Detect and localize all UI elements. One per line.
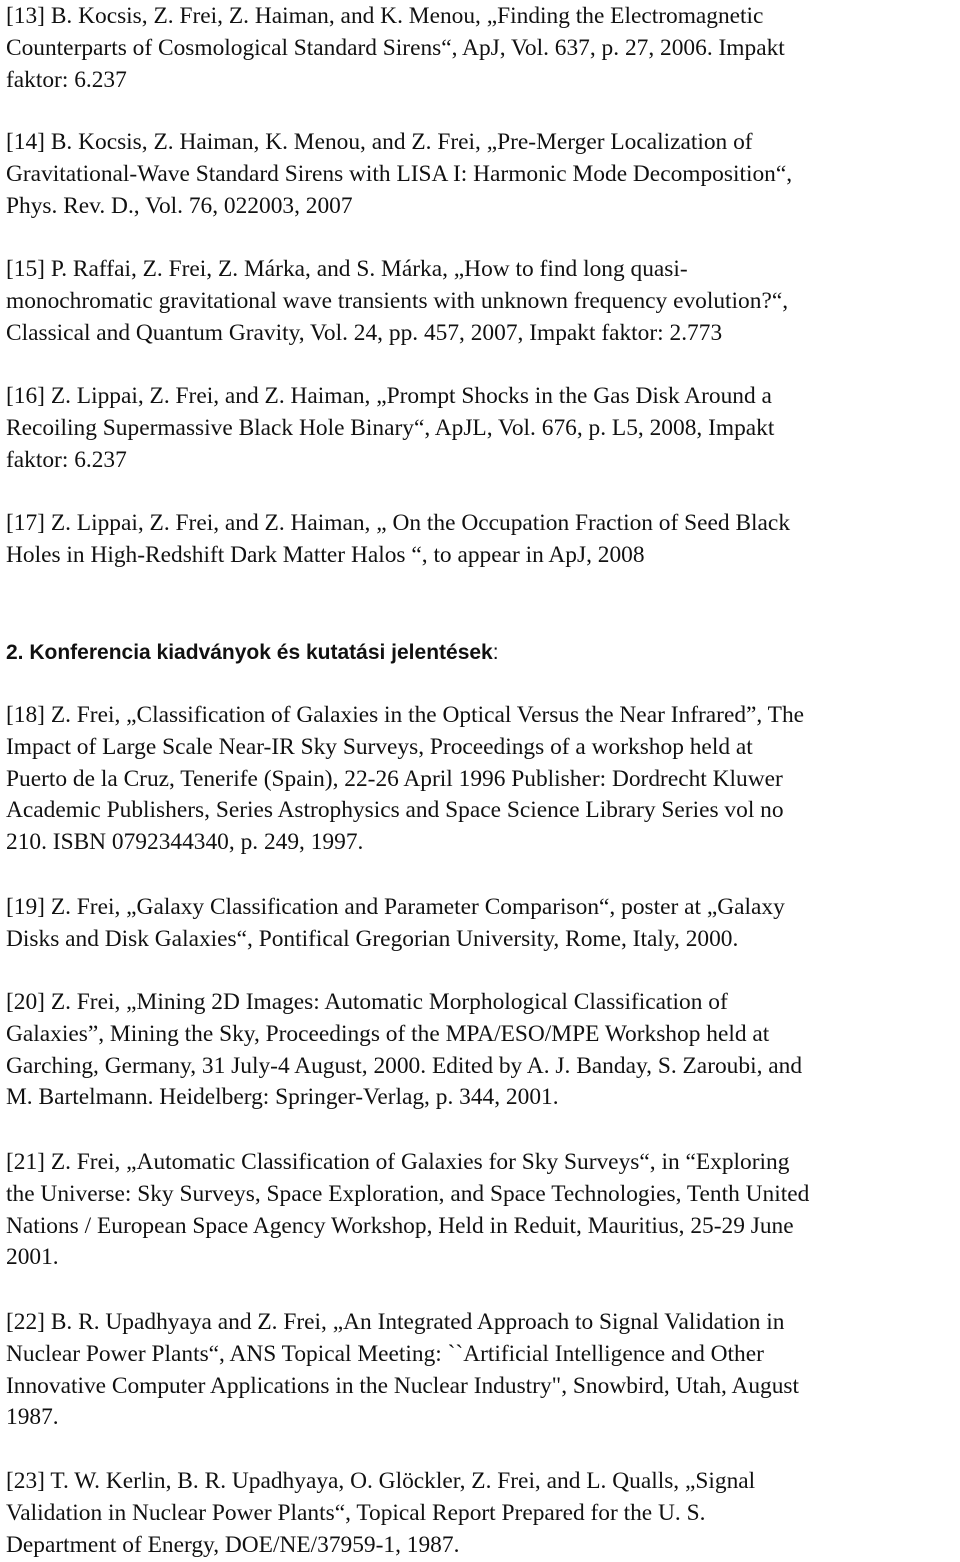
- reference-line: Gravitational-Wave Standard Sirens with LISA I: Harmonic Mode Decomposition“,: [6, 160, 793, 187]
- reference-19: [6, 892, 785, 956]
- reference-line: the Universe: Sky Surveys, Space Exploration, and Space Technologies, Tenth United: [6, 1180, 810, 1207]
- reference-line: [19] Z. Frei, „Galaxy Classification and Parameter Comparison“, poster at „Galaxy: [6, 894, 785, 920]
- reference-line: Disks and Disk Galaxies“, Pontifical Gregorian University, Rome, Italy, 2000.: [6, 925, 739, 952]
- reference-line: Nations / European Space Agency Workshop, Held in Reduit, Mauritius, 25-29 June: [6, 1212, 794, 1239]
- reference-line: 210. ISBN 0792344340, p. 249, 1997.: [6, 829, 364, 856]
- reference-line: 2001.: [6, 1244, 59, 1271]
- reference-line: Phys. Rev. D., Vol. 76, 022003, 2007: [6, 192, 353, 219]
- reference-13: [6, 1, 785, 96]
- reference-line: Validation in Nuclear Power Plants“, Topical Report Prepared for the U. S.: [6, 1499, 706, 1526]
- reference-line: Nuclear Power Plants“, ANS Topical Meeting: ``Artificial Intelligence and Other: [6, 1340, 764, 1367]
- reference-line: monochromatic gravitational wave transients with unknown frequency evolution?“,: [6, 287, 789, 314]
- reference-line: faktor: 6.237: [6, 446, 127, 473]
- section-heading: [6, 637, 499, 668]
- reference-line: [20] Z. Frei, „Mining 2D Images: Automatic Morphological Classification of: [6, 989, 728, 1015]
- section-heading-text: 2. Konferencia kiadványok és kutatási jelentések: [6, 641, 493, 664]
- reference-line: Innovative Computer Applications in the Nuclear Industry", Snowbird, Utah, August: [6, 1372, 800, 1399]
- reference-line: Counterparts of Cosmological Standard Sirens“, ApJ, Vol. 637, p. 27, 2006. Impakt: [6, 34, 785, 61]
- reference-line: Classical and Quantum Gravity, Vol. 24, pp. 457, 2007, Impakt faktor: 2.773: [6, 319, 723, 346]
- reference-20: [6, 987, 802, 1114]
- reference-21: [6, 1147, 809, 1274]
- reference-17: [6, 508, 790, 572]
- reference-line: Impact of Large Scale Near-IR Sky Surveys, Proceedings of a workshop held at: [6, 733, 753, 760]
- reference-line: Galaxies”, Mining the Sky, Proceedings of the MPA/ESO/MPE Workshop held at: [6, 1020, 770, 1047]
- reference-line: [14] B. Kocsis, Z. Haiman, K. Menou, and Z. Frei, „Pre-Merger Localization of: [6, 129, 753, 155]
- reference-line: Department of Energy, DOE/NE/37959-1, 1987.: [6, 1531, 460, 1558]
- reference-line: 1987.: [6, 1404, 59, 1431]
- reference-line: [22] B. R. Upadhyaya and Z. Frei, „An Integrated Approach to Signal Validation in: [6, 1309, 785, 1335]
- reference-line: [16] Z. Lippai, Z. Frei, and Z. Haiman, „Prompt Shocks in the Gas Disk Around a: [6, 383, 772, 409]
- reference-15: [6, 254, 788, 349]
- reference-line: [21] Z. Frei, „Automatic Classification of Galaxies for Sky Surveys“, in “Exploring: [6, 1149, 790, 1175]
- reference-line: [18] Z. Frei, „Classification of Galaxies in the Optical Versus the Near Infrared”, The: [6, 702, 805, 728]
- reference-line: Holes in High-Redshift Dark Matter Halos “, to appear in ApJ, 2008: [6, 541, 645, 568]
- reference-22: [6, 1307, 799, 1434]
- reference-line: faktor: 6.237: [6, 66, 127, 93]
- section-heading-suffix: :: [492, 641, 499, 664]
- reference-line: [23] T. W. Kerlin, B. R. Upadhyaya, O. Glöckler, Z. Frei, and L. Qualls, „Signal: [6, 1468, 756, 1494]
- reference-line: Recoiling Supermassive Black Hole Binary“, ApJL, Vol. 676, p. L5, 2008, Impakt: [6, 414, 775, 441]
- reference-line: Puerto de la Cruz, Tenerife (Spain), 22-26 April 1996 Publisher: Dordrecht Kluwer: [6, 765, 783, 792]
- reference-line: Academic Publishers, Series Astrophysics and Space Science Library Series vol no: [6, 797, 784, 824]
- reference-line: Garching, Germany, 31 July-4 August, 2000. Edited by A. J. Banday, S. Zaroubi, and: [6, 1052, 803, 1079]
- reference-14: [6, 127, 792, 222]
- reference-line: [17] Z. Lippai, Z. Frei, and Z. Haiman, „ On the Occupation Fraction of Seed Black: [6, 510, 791, 536]
- reference-line: [13] B. Kocsis, Z. Frei, Z. Haiman, and K. Menou, „Finding the Electromagnetic: [6, 3, 764, 29]
- reference-23: [6, 1466, 755, 1561]
- reference-18: [6, 700, 804, 859]
- reference-line: M. Bartelmann. Heidelberg: Springer-Verlag, p. 344, 2001.: [6, 1084, 559, 1111]
- reference-line: [15] P. Raffai, Z. Frei, Z. Márka, and S. Márka, „How to find long quasi-: [6, 256, 688, 282]
- reference-16: [6, 381, 774, 476]
